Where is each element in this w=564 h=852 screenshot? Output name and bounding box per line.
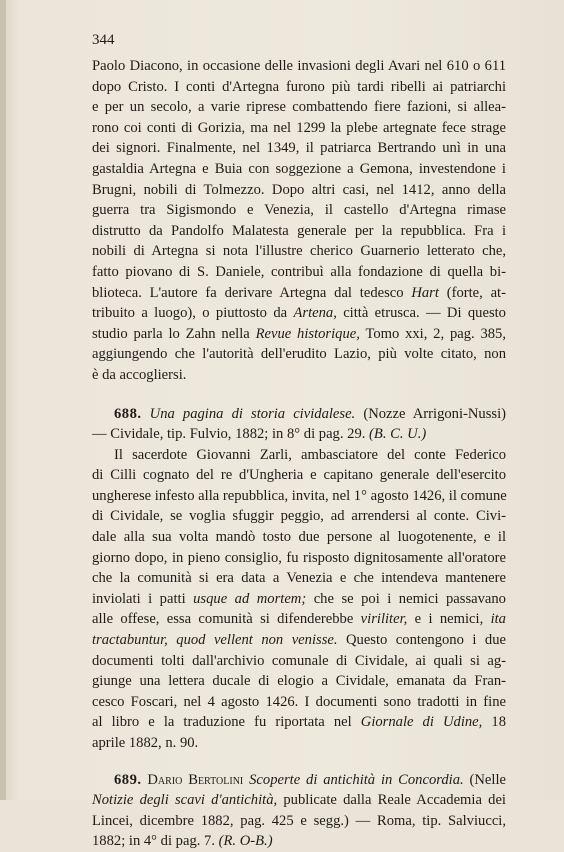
imprint-text: 1882; in 4° di pag. 7.	[92, 833, 215, 850]
latin-phrase: tractabuntur, quod vellent non venisse.	[92, 632, 338, 649]
text-line: di Cilli cognato del re d'Ungheria e capitano generale dell'esercito	[92, 467, 506, 484]
entry-689	[92, 770, 506, 852]
imprint-text: — Cividale, tip. Fulvio, 1882; in 8° di pag. 29.	[92, 426, 366, 443]
text-segment: alle offese, essa comunità si difenderebbe	[92, 611, 354, 628]
page-gutter	[0, 0, 6, 800]
text-line	[92, 303, 506, 324]
text-line: distrutto da Pandolfo Malatesta generale per la repubblica. Fra i	[92, 222, 506, 239]
latin-phrase: ita	[490, 611, 506, 628]
paragraph-artegna	[92, 56, 506, 386]
text-line	[92, 790, 506, 811]
text-line: fatto piovano di S. Daniele, contribuì alla fondazione di quella bi-	[92, 263, 506, 280]
text-line: ungherese infesto alla repubblica, invita, nel 1° agosto 1426, il comune	[92, 487, 507, 504]
text-line	[92, 283, 506, 304]
text-line: dei signori. Finalmente, nel 1349, il patriarca Bertrando unì in una	[92, 140, 506, 157]
italic-term: Artena,	[293, 305, 337, 322]
text-line: è da accogliersi.	[92, 366, 187, 383]
text-line: nobili di Artegna si nota l'illustre cherico Guarnerio letterato che,	[92, 243, 506, 260]
text-line: dale alla sua volta mandò tosto due persone al luogotenente, e il	[92, 529, 506, 546]
text-line: e per un secolo, a varie riprese combattendo fiere fazioni, si allea-	[92, 99, 506, 116]
italic-term: Hart	[411, 284, 439, 301]
journal-title: Notizie degli scavi d'antichità,	[92, 792, 278, 809]
text-segment: che se poi i nemici passavano	[313, 590, 506, 607]
text-line: dopo Cristo. I conti d'Artegna furono più tardi ribelli ai patriarchi	[92, 78, 506, 95]
text-line: di Cividale, se voglia sfuggir peggio, ad arrendersi al conte. Civi-	[92, 508, 506, 525]
text-line: documenti tolti dall'archivio comunale di Cividale, ai quali si ag-	[92, 652, 506, 669]
entry-note: (Nelle	[469, 771, 506, 788]
text-segment: blioteca. L'autore fa derivare Artegna dal tedesco	[92, 284, 404, 301]
text-segment: studio parla lo Zahn nella	[92, 325, 250, 342]
entry-author: Dario Bertolini	[147, 771, 244, 788]
text-line: gastaldia Artegna e Buia con soggezione a Gemona, investendone i	[92, 160, 506, 177]
entry-number: 688.	[114, 405, 142, 422]
text-line	[92, 712, 506, 733]
spacer	[92, 386, 506, 404]
journal-title: Giornale di Udine,	[360, 714, 483, 731]
text-line	[92, 589, 506, 610]
text-line: rono coi conti di Gorizia, ma nel 1299 la plebe artegnate fece strage	[92, 119, 506, 136]
library-sigla: (R. O-B.)	[218, 833, 273, 850]
text-segment: e i nemici,	[414, 611, 484, 628]
text-line: giorno dopo, in pieno consiglio, fu risposto dignitosamente all'oratore	[92, 549, 506, 566]
text-line	[92, 609, 506, 630]
entry-heading	[92, 770, 506, 791]
entry-title: Una pagina di storia cividalese.	[149, 405, 356, 422]
latin-phrase: viriliter,	[360, 611, 408, 628]
italic-term: Revue historique,	[255, 325, 360, 342]
text-line	[92, 630, 506, 651]
text-line	[92, 831, 506, 852]
text-line: cesco Foscari, nel 4 agosto 1426. I documenti sono tradotti in fine	[92, 693, 506, 710]
text-line: aprile 1882, n. 90.	[92, 735, 199, 751]
text-line: Brugni, nobili di Tolmezzo. Dopo altri casi, nel 1412, anno della	[92, 181, 506, 198]
text-line: giunge una lettera ducale di elogio a Cividale, emanata da Fran-	[92, 673, 506, 690]
page-text	[92, 56, 506, 852]
page-number: 344	[92, 32, 115, 48]
text-segment: Tomo xxi, 2, pag. 385,	[365, 325, 507, 342]
entry-title: Scoperte di antichità in Concordia.	[249, 771, 464, 788]
entry-number: 689.	[114, 771, 142, 788]
text-segment: inviolati i patti	[92, 590, 186, 607]
text-segment: città etrusca. — Di questo	[343, 305, 506, 322]
text-segment: al libro e la traduzione fu riportata nel	[92, 714, 352, 731]
latin-phrase: usque ad mortem;	[193, 590, 307, 607]
text-segment: Questo contengono i due	[345, 632, 506, 649]
entry-imprint	[92, 424, 506, 445]
text-segment: (forte, at-	[446, 284, 506, 301]
text-line: Il sacerdote Giovanni Zarli, ambasciatore del conte Federico	[114, 446, 506, 463]
library-sigla: (B. C. U.)	[369, 426, 427, 443]
text-line	[92, 324, 506, 345]
text-segment: publicate dalla Reale Accademia dei	[283, 792, 506, 809]
spacer	[92, 754, 506, 770]
entry-note: (Nozze Arrigoni-Nussi)	[363, 405, 506, 422]
text-line: Paolo Diacono, in occasione delle invasioni degli Avari nel 610 o 611	[92, 58, 506, 74]
text-line: che la comunità si era data a Venezia e che intendeva mantenere	[92, 570, 506, 587]
text-line: aggiungendo che l'autorità dell'erudito Lazio, più volte citato, non	[92, 346, 506, 363]
entry-688	[92, 404, 506, 754]
text-line: guerra tra Sigismondo e Venezia, il castello d'Artegna rimase	[92, 202, 506, 219]
text-segment: tribuito a luogo), o piuttosto da	[92, 305, 288, 322]
entry-heading	[92, 404, 506, 425]
text-segment: 18	[491, 714, 506, 731]
text-line: Lincei, dicembre 1882, pag. 425 e segg.) — Roma, tip. Salviucci,	[92, 812, 506, 829]
